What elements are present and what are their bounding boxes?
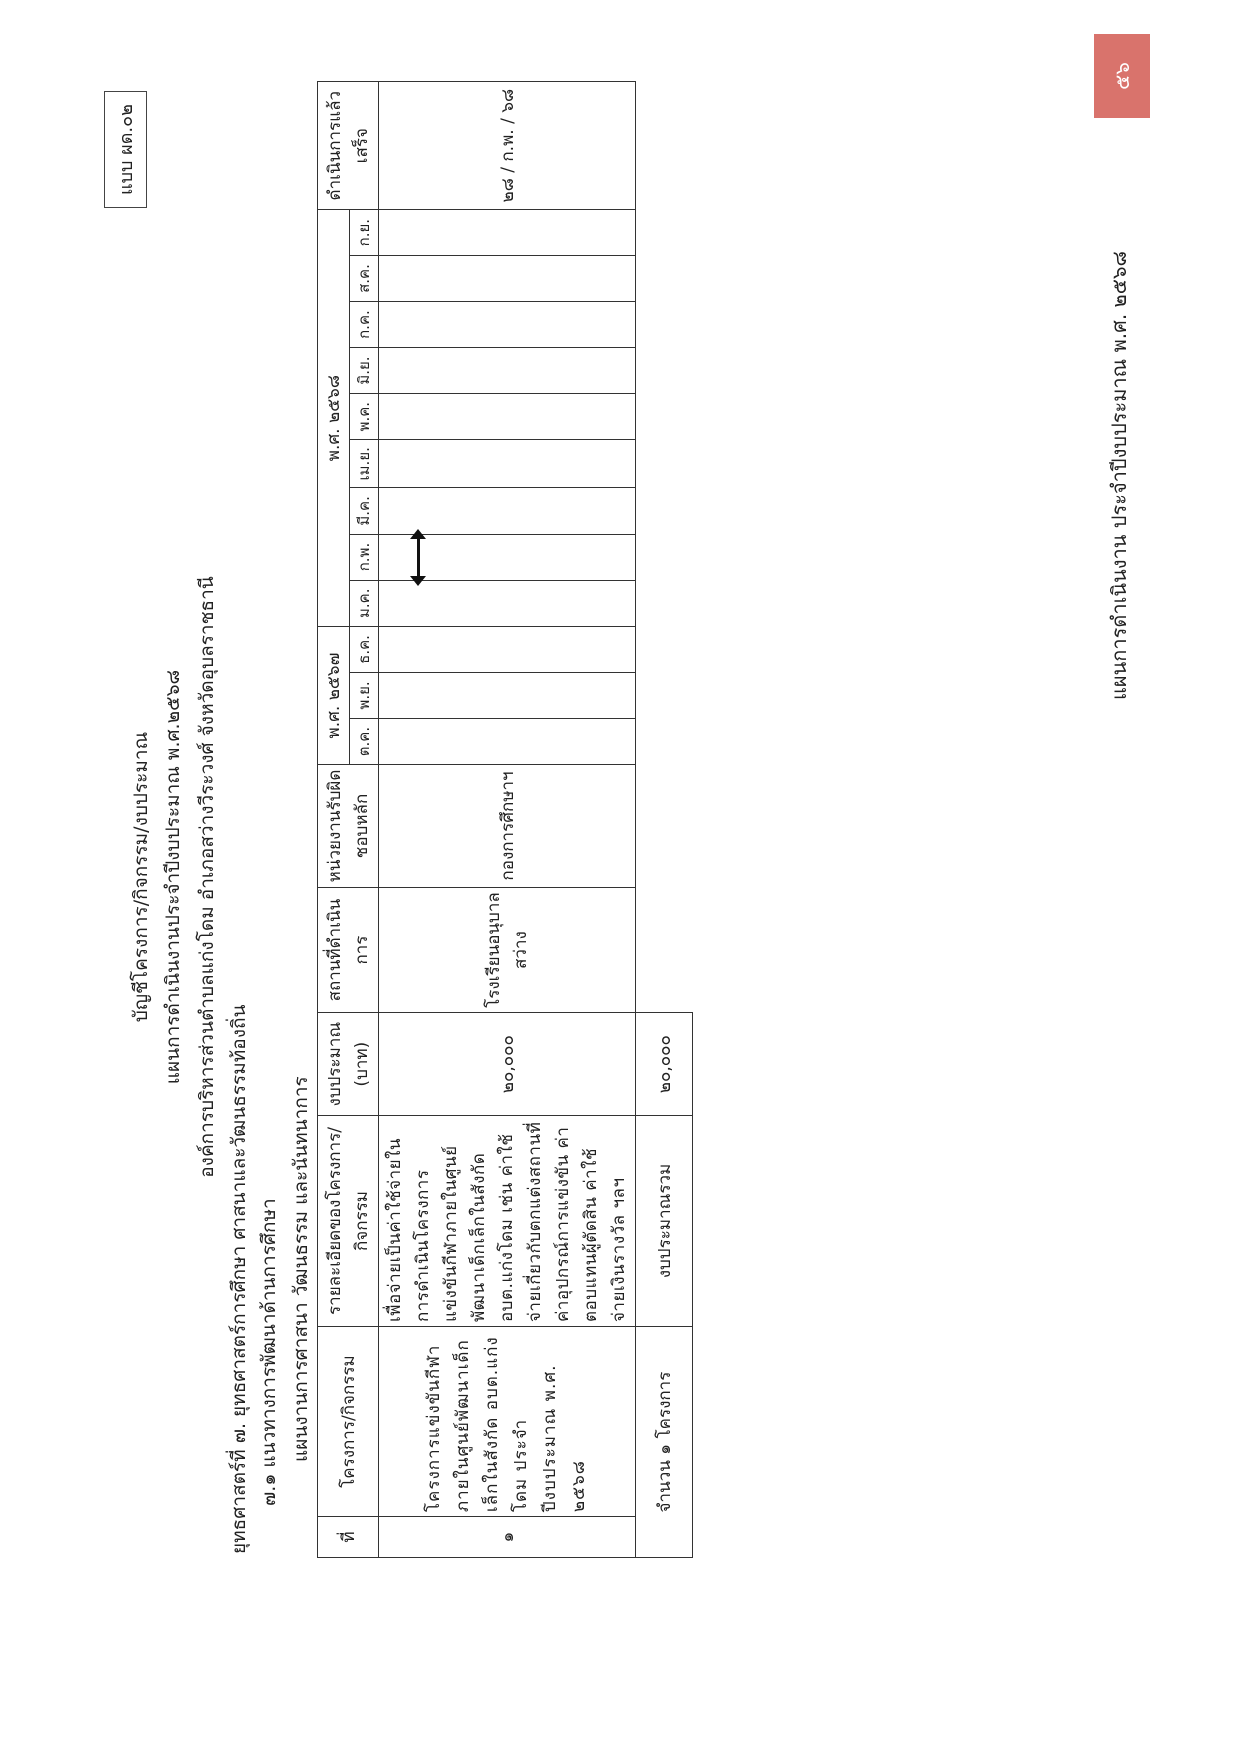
table-row <box>379 82 636 1558</box>
total-sum-label: งบประมาณรวม <box>636 1115 693 1326</box>
month-header: ธ.ค. <box>350 626 379 672</box>
total-sum-value: ๒๐,๐๐๐ <box>636 1013 693 1116</box>
header-done: ดำเนินการแล้วเสร็จ <box>318 82 379 210</box>
header-place: สถานที่ดำเนินการ <box>318 887 379 1013</box>
cell-month <box>379 440 636 488</box>
total-row <box>636 82 693 1558</box>
cell-month <box>379 210 636 256</box>
cell-month-active <box>379 534 636 580</box>
month-header: พ.ค. <box>350 394 379 440</box>
cell-month <box>379 394 636 440</box>
month-header: ก.ค. <box>350 302 379 348</box>
project-table <box>317 81 693 1558</box>
cell-budget: ๒๐,๐๐๐ <box>379 1013 636 1116</box>
strategy-heading: ยุทธศาสตร์ที่ ๗. ยุทธศาสตร์การศึกษา ศาสนาและวัฒนธรรมท้องถิ่น <box>228 1004 250 1554</box>
doc-title: บัญชีโครงการ/กิจกรรม/งบประมาณ <box>130 731 152 1023</box>
header-project: โครงการ/กิจกรรม <box>318 1327 379 1517</box>
month-header: ม.ค. <box>350 580 379 626</box>
cell-month <box>379 348 636 394</box>
header-year-2567: พ.ศ. ๒๕๖๗ <box>318 626 350 764</box>
total-count: จำนวน ๑ โครงการ <box>636 1327 693 1558</box>
approach-heading: ๗.๑ แนวทางการพัฒนาด้านการศึกษา <box>258 1198 280 1506</box>
month-header: ส.ค. <box>350 255 379 301</box>
cell-month <box>379 626 636 672</box>
page-number-badge: ๕๖ <box>1094 34 1150 118</box>
month-header: เม.ย. <box>350 440 379 488</box>
header-no: ที่ <box>318 1517 379 1558</box>
doc-subtitle: แผนการดำเนินงานประจำปีงบประมาณ พ.ศ.๒๕๖๘ <box>162 669 184 1085</box>
cell-month <box>379 718 636 764</box>
month-header: มิ.ย. <box>350 348 379 394</box>
cell-no: ๑ <box>379 1517 636 1558</box>
org-name: องค์การบริหารส่วนตำบลแก่งโดม อำเภอสว่างวีระวงศ์ จังหวัดอุบลราชธานี <box>196 576 218 1178</box>
month-header: ก.พ. <box>350 534 379 580</box>
cell-month <box>379 302 636 348</box>
page-footer: แผนการดำเนินงาน ประจำปีงบประมาณ พ.ศ. ๒๕๖๘ <box>1107 251 1131 700</box>
month-header: มี.ค. <box>350 488 379 534</box>
header-year-2568: พ.ศ. ๒๕๖๘ <box>318 210 350 627</box>
cell-month <box>379 255 636 301</box>
cell-place: โรงเรียนอนุบาลสว่าง <box>379 887 636 1013</box>
cell-unit: กองการศึกษาฯ <box>379 765 636 888</box>
header-detail: รายละเอียดของโครงการ/กิจกรรม <box>318 1115 379 1326</box>
plan-heading: แผนงานการศาสนา วัฒนธรรม และนันทนาการ <box>290 1076 312 1462</box>
month-header: ต.ค. <box>350 718 379 764</box>
month-header: พ.ย. <box>350 673 379 719</box>
cell-done: ๒๘ / ก.พ. / ๖๘ <box>379 82 636 210</box>
double-arrow-icon <box>417 537 420 578</box>
month-header: ก.ย. <box>350 210 379 256</box>
table-header-row <box>318 82 350 1558</box>
header-budget: งบประมาณ (บาท) <box>318 1013 379 1116</box>
cell-month <box>379 673 636 719</box>
cell-project: โครงการแข่งขันกีฬาภายในศูนย์พัฒนาเด็กเล็กในสังกัด อบต.แก่งโดม ประจำปีงบประมาณ พ.ศ. ๒๕๖๘ <box>379 1327 636 1517</box>
cell-month <box>379 488 636 534</box>
form-code-box: แบบ ผด.๐๒ <box>104 91 147 208</box>
total-blank <box>636 82 693 1013</box>
cell-detail: เพื่อจ่ายเป็นค่าใช้จ่ายในการดำเนินโครงการแข่งขันกีฬาภายในศูนย์พัฒนาเด็กเล็กในสังกัด อบต.แก่งโดม เช่น ค่าใช้จ่ายเกี่ยวกับตกแต่งสถานที่ ค่าอุปกรณ์การแข่งขัน ค่าตอบแทนผู้ตัดสิน ค่าใช้จ่ายเงินรางวัล ฯลฯ <box>379 1115 636 1326</box>
header-unit: หน่วยงานรับผิดชอบหลัก <box>318 765 379 888</box>
cell-month <box>379 580 636 626</box>
